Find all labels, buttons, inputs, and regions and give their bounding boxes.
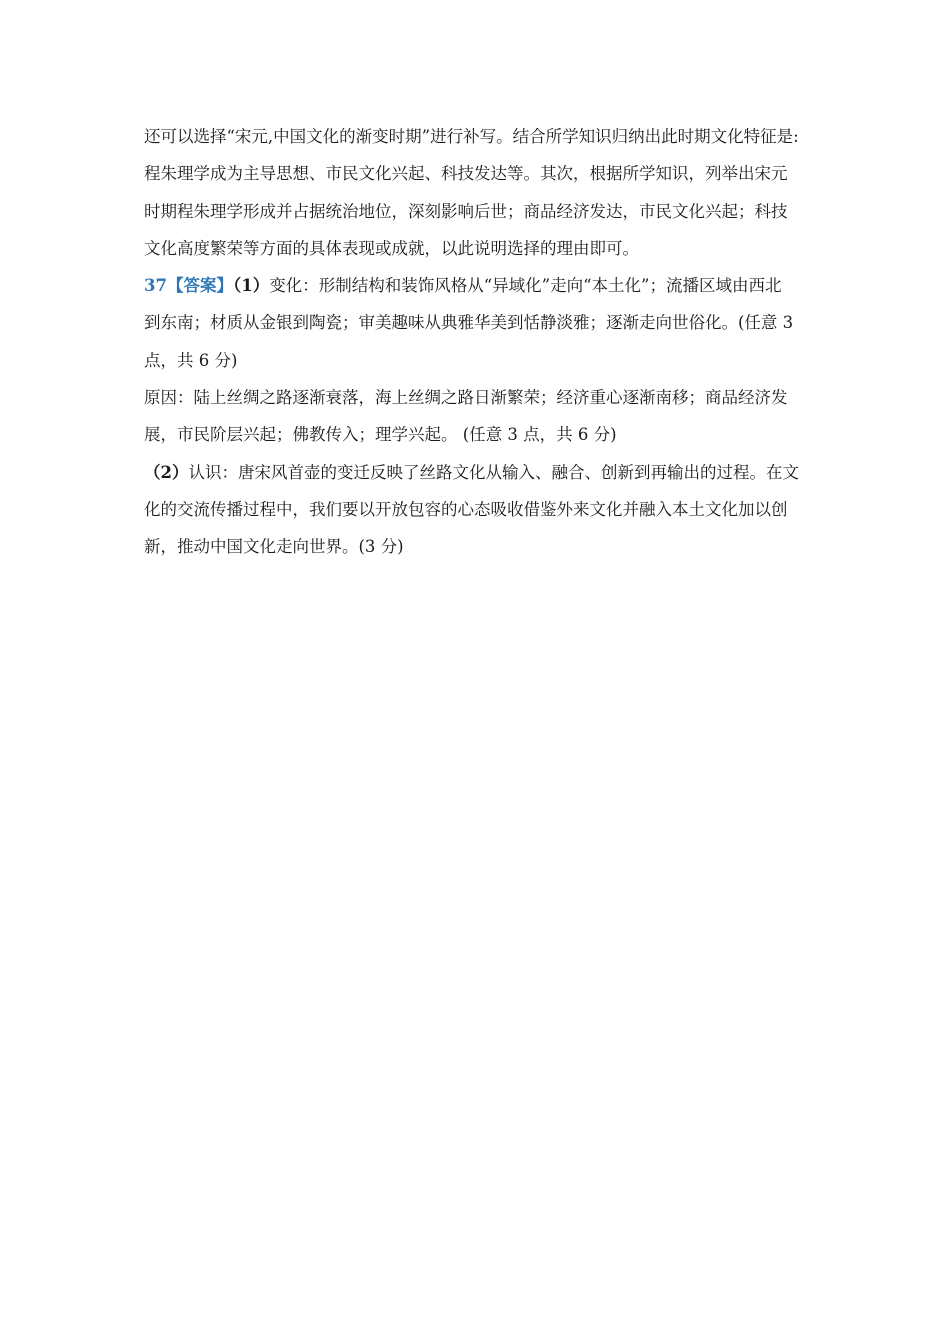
part2-line-2: 化的交流传播过程中，我们要以开放包容的心态吸收借鉴外来文化并融入本土文化加以创 [144, 499, 788, 519]
intro-line-2: 程朱理学成为主导思想、市民文化兴起、科技发达等。其次，根据所学知识，列举出宋元 [144, 164, 788, 184]
q37-part1-first-line [144, 267, 812, 304]
part1-marker: （1） [232, 276, 270, 296]
part1-line-2: 到东南；材质从金银到陶瓷；审美趣味从典雅华美到恬静淡雅；逐渐走向世俗化。(任意 3 [144, 313, 794, 333]
part1-line-3: 点，共 6 分) [144, 350, 238, 370]
part1-text: 变化：形制结构和装饰风格从“异域化”走向“本土化”；流播区域由西北 [269, 276, 782, 296]
intro-line-4: 文化高度繁荣等方面的具体表现或成就，以此说明选择的理由即可。 [144, 238, 639, 258]
part2-text: 认识：唐宋风首壶的变迁反映了丝路文化从输入、融合、创新到再输出的过程。在文 [188, 462, 799, 482]
q37-part2-first-line [144, 454, 812, 491]
reason-line-1: 原因：陆上丝绸之路逐渐衰落，海上丝绸之路日渐繁荣；经济重心逐渐南移；商品经济发 [144, 388, 788, 408]
answer-label: 37【答案】 [144, 276, 233, 296]
part2-marker: （2） [144, 462, 189, 482]
reason-line-2: 展，市民阶层兴起；佛教传入；理学兴起。 (任意 3 点，共 6 分) [144, 425, 617, 445]
intro-line-1: 还可以选择“宋元,中国文化的渐变时期”进行补写。结合所学知识归纳出此时期文化特征是: [144, 127, 799, 146]
intro-line-3: 时期程朱理学形成并占据统治地位，深刻影响后世；商品经济发达，市民文化兴起；科技 [144, 201, 788, 221]
part2-line-3: 新，推动中国文化走向世界。(3 分) [144, 537, 404, 557]
answer-document [144, 118, 812, 566]
